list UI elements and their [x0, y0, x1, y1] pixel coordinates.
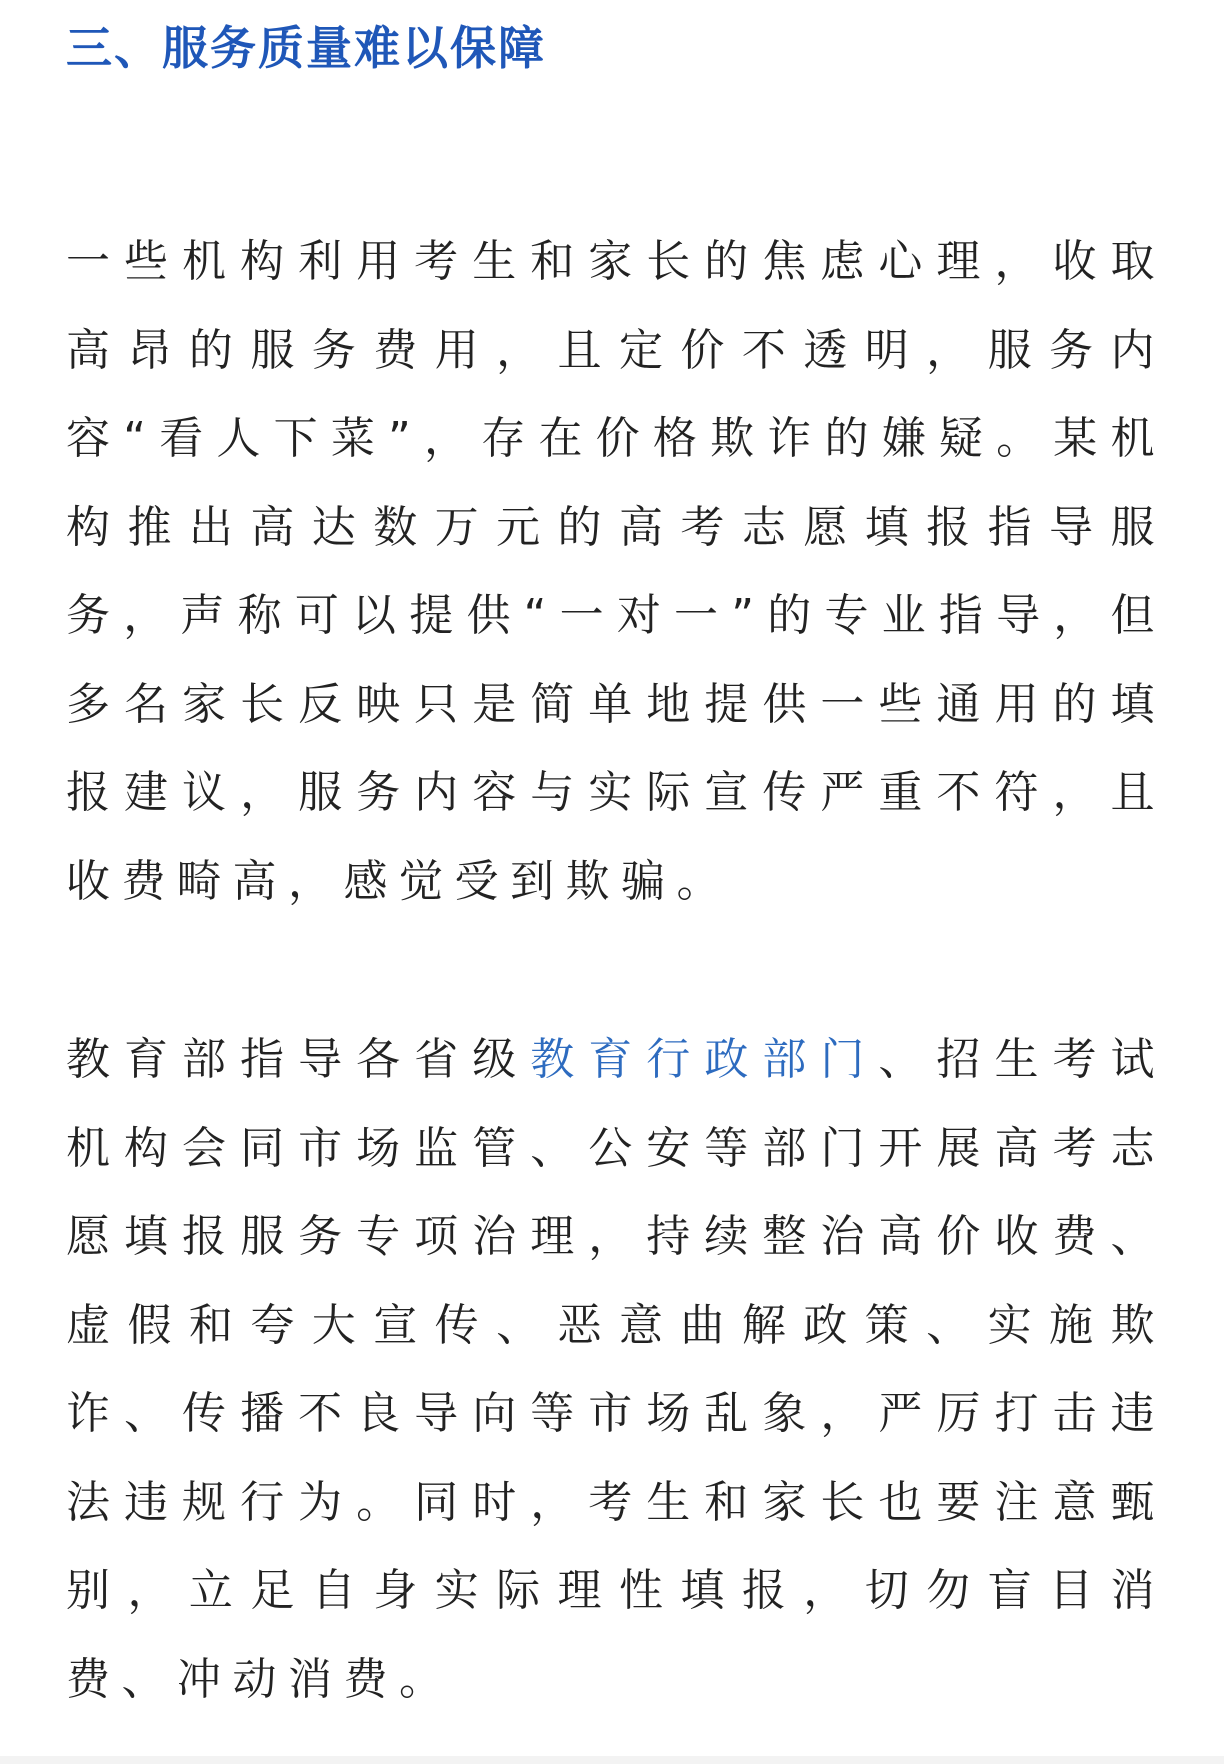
education-admin-link[interactable]: 教育行政部门 [530, 1034, 879, 1085]
paragraph-2-rest-text: 、招生考试机构会同市场监管、公安等部门开展高考志愿填报服务专项治理，持续整治高价收费、虚假和夸大宣传、恶意曲解政策、实施欺诈、传播不良导向等市场乱象，严厉打击违法违规行为。同时，考生和家长也要注意甄别，立足自身实际理性填报，切勿盲目消费、冲动消费。 [66, 1034, 1167, 1705]
paragraph-2 [66, 1016, 1166, 1724]
article-body [66, 0, 1166, 1724]
paragraph-2-lead-text: 教育部指导各省级 [66, 1034, 531, 1085]
paragraph-1: 一些机构利用考生和家长的焦虑心理，收取高昂的服务费用，且定价不透明，服务内容“看人下菜”，存在价格欺诈的嫌疑。某机构推出高达数万元的高考志愿填报指导服务，声称可以提供“一对一”的专业指导，但多名家长反映只是简单地提供一些通用的填报建议，服务内容与实际宣传严重不符，且收费畸高，感觉受到欺骗。 [66, 236, 1166, 907]
bottom-divider [0, 1756, 1224, 1764]
section-heading: 三、服务质量难以保障 [66, 21, 546, 75]
